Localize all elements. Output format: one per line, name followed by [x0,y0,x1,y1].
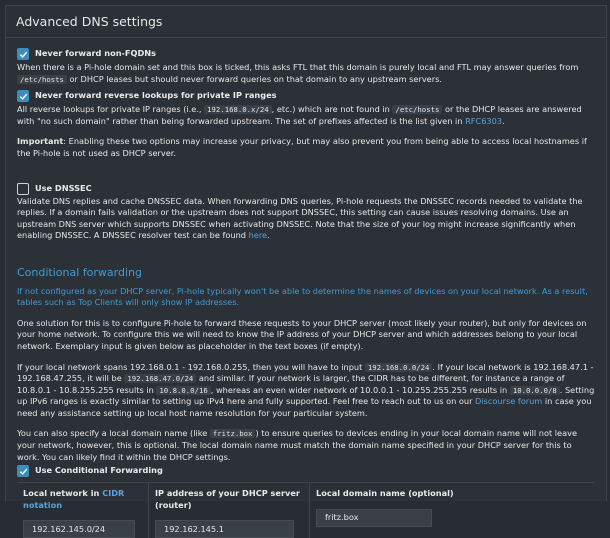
dhcp-ip-input[interactable]: 192.162.145.1 [155,520,294,538]
checkmark-icon [19,467,28,476]
fqdn-option[interactable] [17,48,595,60]
dhcp-ip-header: IP address of your DHCP server (router) [155,488,300,510]
reverse-description: All reverse lookups for private IP ranges (i.e., 192.168.0.x/24 , etc.) which are not found in /etc/hosts or the DHCP leases are answered with "no such domain" rather than being forwarded upstream. The set of prefixes affected is the list given in RFC6303. [17,104,582,126]
rfc6303-link[interactable]: RFC6303 [465,115,503,126]
local-domain-header: Local domain name (optional) [316,488,454,499]
conditional-para3: If your local network spans 192.168.0.1 - 192.168.0.255, then you will have to input 192.168.0.0/24 . If your local network is 192.168.47.1 - 192.168.47.255, it will be 192.168.47.0/24 and similar. If your network is larger, the CIDR has to be different, for instance a range of 10.8.0.1 - 10.8.255.255 results in 10.8.0.0/16 , whereas an even wider network of 10.0.0.1 - 10.255.255.255 results in 10.0.0.0/8 . Setting up IPv6 ranges is exactly similar to setting up IPv4 here and fully supported. Feel free to reach out to us on our Discourse forum in case you need any assistance setting up local host name resolution for your particular system. [17,361,595,418]
checkmark-icon [19,92,28,101]
fqdn-label: Never forward non-FQDNs [35,48,157,59]
dnssec-description: Validate DNS replies and cache DNSSEC data. When forwarding DNS queries, Pi-hole requests the DNSSEC records needed to validate the replies. If a domain fails validation or the upstream does not support DNSSEC, this setting can cause issues resolving domains. Use an upstream DNS server which supports DNSSEC when activating DNSSEC. Note that the size of your log might increase significantly when enabling DNSSEC. A DNSSEC resolver test can be found here. [17,195,583,241]
local-domain-input[interactable]: fritz.box [316,509,432,527]
discourse-forum-link[interactable]: Discourse forum [475,396,543,407]
reverse-checkbox[interactable] [17,90,29,102]
conditional-para4: You can also specify a local domain name (like fritz.box ) to ensure queries to devices ending in your local domain name will not leave your network, however, this is optional. The local domain name must match the domain name specified in your DHCP server for this to work. You can likely find it within the DHCP settings. [17,428,577,462]
checkmark-icon [19,50,28,59]
dnssec-checkbox[interactable] [17,183,29,195]
col-local-network: Local network in CIDR notation 192.162.145.0/24 [17,483,149,538]
col-dhcp-ip [149,483,310,538]
important-note: Important: Enabling these two options may increase your privacy, but may also prevent you from being able to access local hostnames if the Pi-hole is not used as DHCP server. [17,136,587,158]
local-network-input[interactable]: 192.162.145.0/24 [23,520,135,538]
col-local-domain [310,483,456,538]
reverse-label: Never forward reverse lookups for private IP ranges [35,90,277,101]
conditional-table [17,482,595,538]
advanced-dns-panel [5,5,607,534]
panel-title: Advanced DNS settings [16,13,163,29]
cidr-notation-link[interactable]: CIDR notation [23,488,125,510]
dnssec-option[interactable] [17,183,595,195]
conditional-intro: If not configured as your DHCP server, Pi-hole typically won't be able to determine the names of devices on your local network. As a result, tables such as Top Clients will only show IP addresses. [17,285,588,308]
dnssec-label: Use DNSSEC [35,182,92,193]
panel-header [6,6,606,38]
conditional-para2: One solution for this is to configure Pi-hole to forward these requests to your DHCP server (most likely your router), but only for devices on your home network. To configure this we will need to know the IP address of your DHCP server and which addresses belong to your local network. Exemplary input is given below as placeholder in the text boxes (if empty). [17,317,587,351]
use-conditional-checkbox[interactable] [17,465,29,477]
code-etc-hosts: /etc/hosts [17,75,67,84]
use-conditional-option[interactable] [17,465,595,477]
fqdn-checkbox[interactable] [17,48,29,60]
conditional-forwarding-title: Conditional forwarding [17,265,142,279]
use-conditional-label: Use Conditional Forwarding [35,465,163,476]
dnssec-test-link[interactable]: here [248,230,268,241]
panel-body [6,48,606,538]
fqdn-description: When there is a Pi-hole domain set and this box is ticked, this asks FTL that this domain is purely local and FTL may answer queries from /etc/hosts or DHCP leases but should never forward queries on that domain to any upstream servers. [17,62,579,84]
reverse-option[interactable] [17,90,595,102]
